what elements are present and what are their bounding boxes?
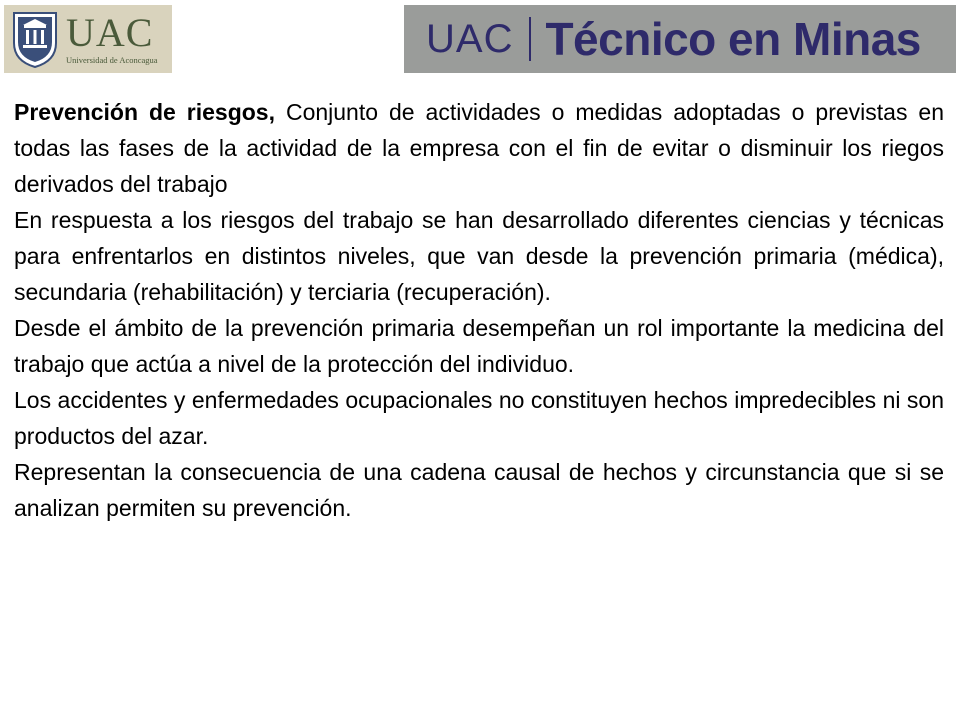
paragraph-accidents: Los accidentes y enfermedades ocupacionales no constituyen hechos impredecibles ni son productos del azar. <box>14 387 944 449</box>
paragraph-causal-chain: Representan la consecuencia de una cadena causal de hechos y circunstancia que si se analizan permiten su prevención. <box>14 459 944 521</box>
paragraph-definition <box>14 94 944 202</box>
logo-abbreviation: UAC <box>66 10 154 55</box>
slide-body <box>14 94 944 526</box>
logo-subtitle: Universidad de Aconcagua <box>66 55 158 65</box>
paragraph-primary-prevention: Desde el ámbito de la prevención primaria desempeñan un rol importante la medicina del trabajo que actúa a nivel de la protección del individuo. <box>14 315 944 377</box>
program-banner <box>404 5 956 73</box>
banner-divider <box>529 17 531 61</box>
university-crest-icon <box>10 9 60 69</box>
banner-program-title: Técnico en Minas <box>545 13 921 65</box>
university-logo <box>4 5 172 73</box>
logo-text <box>66 10 158 65</box>
definition-term: Prevención de riesgos, <box>14 99 275 125</box>
paragraph-levels: En respuesta a los riesgos del trabajo se han desarrollado diferentes ciencias y técnicas para enfrentarlos en distintos niveles, que van desde la prevención primaria (médica), secundaria (rehabilitación) y terciaria (recuperación). <box>14 207 944 305</box>
definition-text: Conjunto de actividades o medidas adoptadas o previstas en todas las fases de la actividad de la empresa con el fin de evitar o disminuir los riegos derivados del trabajo <box>14 99 944 197</box>
banner-abbreviation: UAC <box>426 16 514 61</box>
